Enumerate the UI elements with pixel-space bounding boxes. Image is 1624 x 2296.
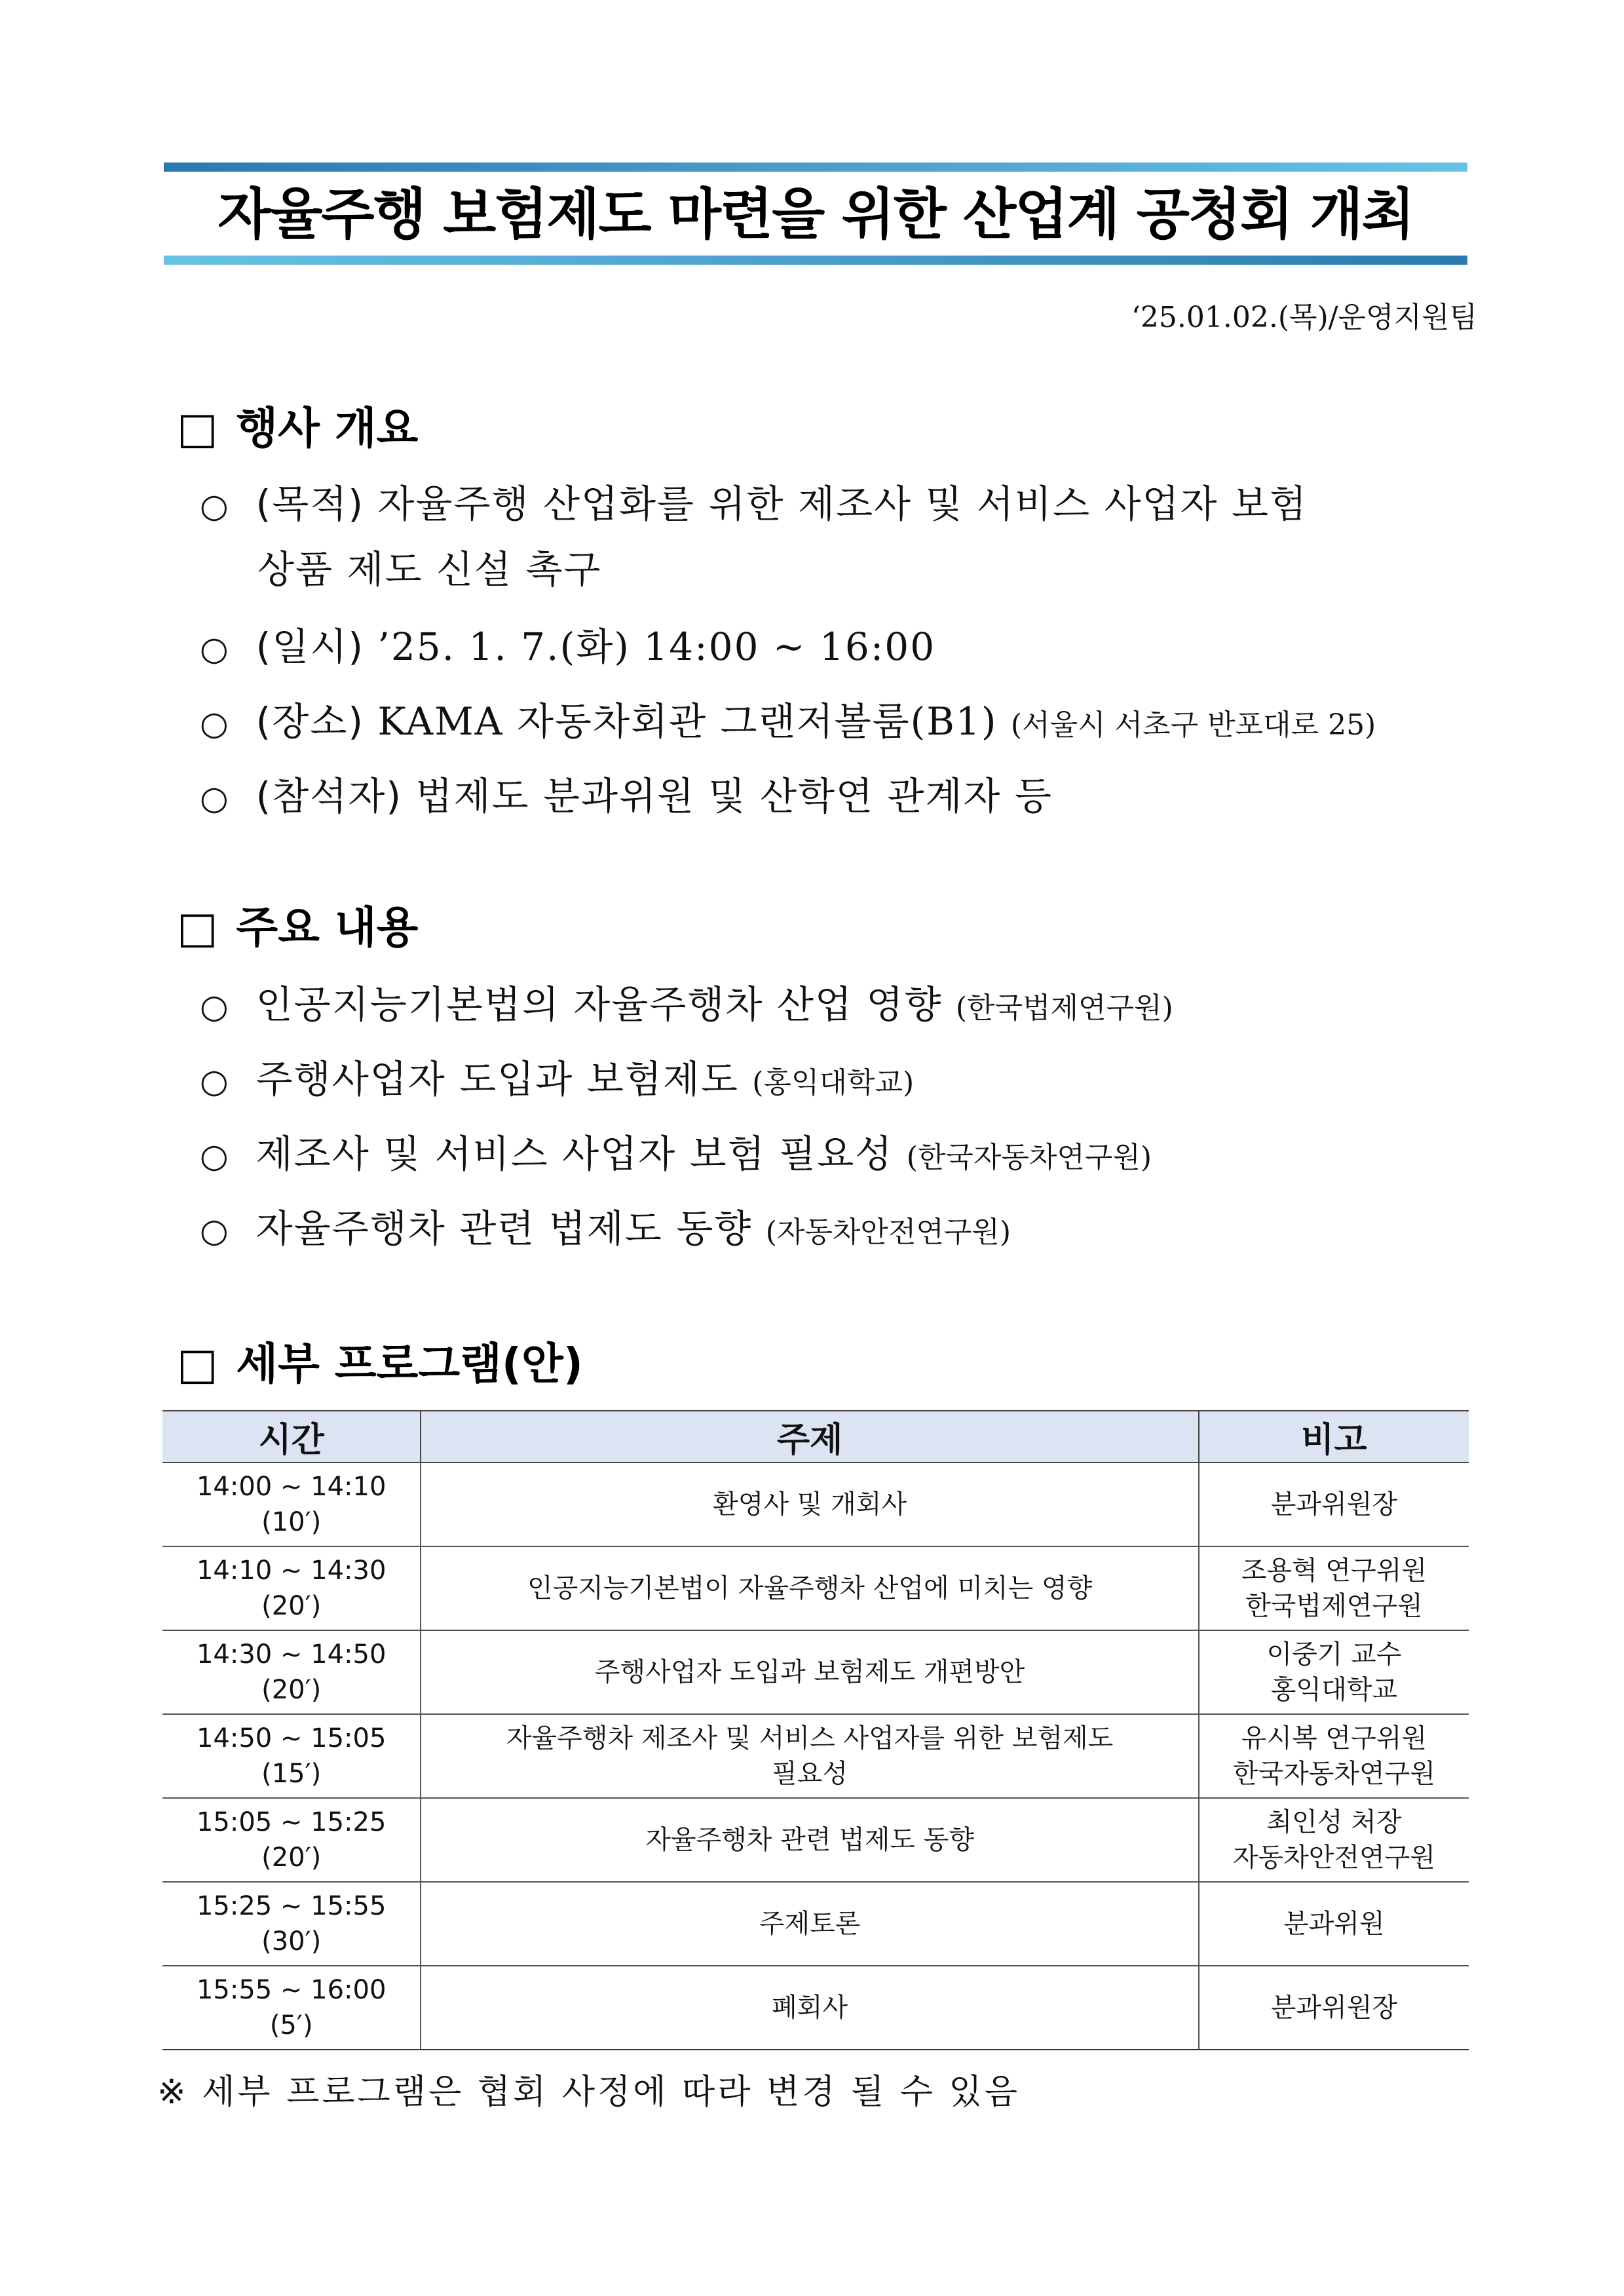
overview-item-date: ○ (일시) ’25. 1. 7.(화) 14:00 ~ 16:00: [200, 624, 936, 669]
note-cell: 유시복 연구위원 한국자동차연구원: [1199, 1714, 1469, 1798]
checkbox-square-icon: □: [177, 1339, 218, 1389]
overview-item-purpose-cont: 상품 제도 신설 촉구: [257, 547, 602, 592]
content-item: ○ 인공지능기본법의 자율주행차 산업 영향 (한국법제연구원): [200, 982, 1173, 1027]
table-row: [162, 1463, 1469, 1546]
section-contents-heading: □ 주요 내용: [177, 902, 419, 953]
note-cell: 이중기 교수 홍익대학교: [1199, 1630, 1469, 1714]
note-cell: 분과위원장: [1199, 1463, 1469, 1546]
table-row: [162, 1966, 1469, 2050]
circle-bullet-icon: ○: [200, 779, 230, 817]
column-header-note: 비고: [1199, 1411, 1469, 1463]
circle-bullet-icon: ○: [200, 704, 230, 742]
column-header-time: 시간: [162, 1411, 421, 1463]
time-cell: 14:10 ~ 14:30 (20′): [162, 1546, 421, 1630]
content-item: ○ 주행사업자 도입과 보험제도 (홍익대학교): [200, 1057, 915, 1101]
topic-cell: 자율주행차 관련 법제도 동향: [421, 1798, 1198, 1882]
circle-bullet-icon: ○: [200, 630, 230, 668]
circle-bullet-icon: ○: [200, 987, 230, 1025]
overview-item-purpose: ○ (목적) 자율주행 산업화를 위한 제조사 및 서비스 사업자 보험: [200, 482, 1308, 526]
topic-cell: 주제토론: [421, 1882, 1198, 1966]
date-line: ‘25.01.02.(목)/운영지원팀: [1131, 301, 1477, 334]
topic-cell: 환영사 및 개회사: [421, 1463, 1198, 1546]
note-cell: 분과위원: [1199, 1882, 1469, 1966]
topic-cell: 폐회사: [421, 1966, 1198, 2050]
section-program-heading: □ 세부 프로그램(안): [177, 1339, 583, 1389]
table-row: [162, 1714, 1469, 1798]
time-cell: 14:30 ~ 14:50 (20′): [162, 1630, 421, 1714]
content-item: ○ 제조사 및 서비스 사업자 보험 필요성 (한국자동차연구원): [200, 1132, 1152, 1176]
topic-cell: 인공지능기본법이 자율주행차 산업에 미치는 영향: [421, 1546, 1198, 1630]
document-title: 자율주행 보험제도 마련을 위한 산업계 공청회 개최: [217, 182, 1414, 246]
program-table: [162, 1410, 1469, 2050]
note-cell: 조용혁 연구위원 한국법제연구원: [1199, 1546, 1469, 1630]
section-overview-heading: □ 행사 개요: [177, 403, 419, 453]
content-item: ○ 자율주행차 관련 법제도 동향 (자동차안전연구원): [200, 1206, 1011, 1251]
circle-bullet-icon: ○: [200, 1212, 230, 1250]
circle-bullet-icon: ○: [200, 1137, 230, 1175]
table-row: [162, 1546, 1469, 1630]
time-cell: 14:00 ~ 14:10 (10′): [162, 1463, 421, 1546]
circle-bullet-icon: ○: [200, 487, 230, 525]
table-row: [162, 1798, 1469, 1882]
table-row: [162, 1630, 1469, 1714]
topic-cell: 자율주행차 제조사 및 서비스 사업자를 위한 보험제도 필요성: [421, 1714, 1198, 1798]
checkbox-square-icon: □: [177, 403, 218, 453]
title-top-rule: [164, 163, 1467, 172]
time-cell: 15:25 ~ 15:55 (30′): [162, 1882, 421, 1966]
overview-item-attendees: ○ (참석자) 법제도 분과위원 및 산학연 관계자 등: [200, 774, 1053, 818]
time-cell: 15:55 ~ 16:00 (5′): [162, 1966, 421, 2050]
time-cell: 15:05 ~ 15:25 (20′): [162, 1798, 421, 1882]
table-header-row: [162, 1411, 1469, 1463]
topic-cell: 주행사업자 도입과 보험제도 개편방안: [421, 1630, 1198, 1714]
column-header-topic: 주제: [421, 1411, 1198, 1463]
note-cell: 최인성 처장 자동차안전연구원: [1199, 1798, 1469, 1882]
time-cell: 14:50 ~ 15:05 (15′): [162, 1714, 421, 1798]
checkbox-square-icon: □: [177, 902, 218, 953]
note-cell: 분과위원장: [1199, 1966, 1469, 2050]
circle-bullet-icon: ○: [200, 1062, 230, 1100]
overview-item-place: ○ (장소) KAMA 자동차회관 그랜저볼룸(B1) (서울시 서초구 반포대로 25): [200, 699, 1376, 744]
footnote: ※ 세부 프로그램은 협회 사정에 따라 변경 될 수 있음: [157, 2073, 1020, 2112]
table-row: [162, 1882, 1469, 1966]
title-bottom-rule: [164, 256, 1467, 265]
